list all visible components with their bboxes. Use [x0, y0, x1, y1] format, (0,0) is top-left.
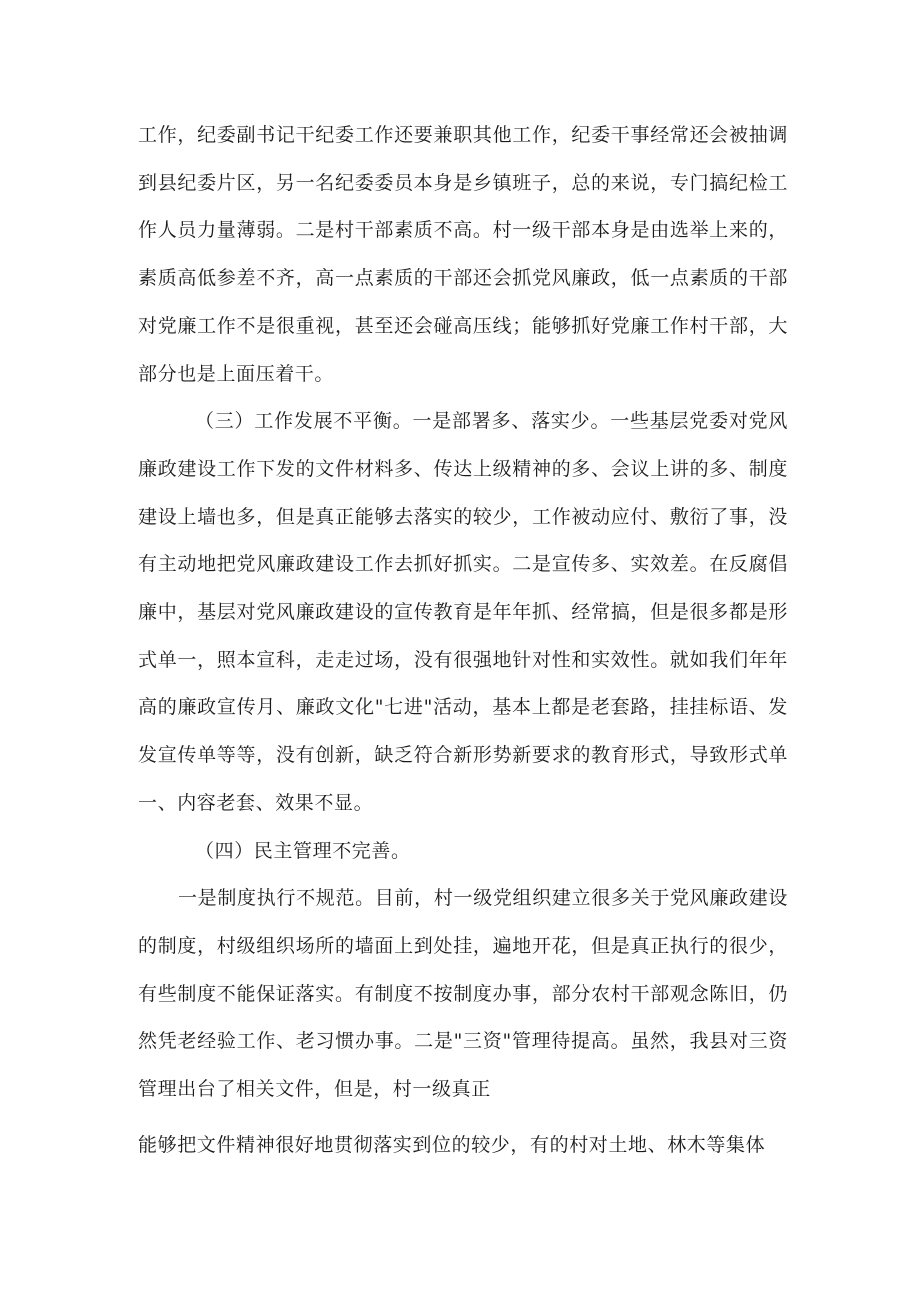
paragraph-2: （三）工作发展不平衡。一是部署多、落实少。一些基层党委对党风廉政建设工作下发的文件材料多、传达上级精神的多、会议上讲的多、制度建设上墙也多，但是真正能够去落实的较少，工作被动应付、敷衍了事，没有主动地把党风廉政建设工作去抓好抓实。二是宣传多、实效差。在反腐倡廉中，基层对党风廉政建设的宣传教育是年年抓、经常搞，但是很多都是形式单一，照本宣科，走走过场，没有很强地针对性和实效性。就如我们年年高的廉政宣传月、廉政文化"七进"活动，基本上都是老套路，挂挂标语、发发宣传单等等，没有创新，缺乏符合新形势新要求的教育形式，导致形式单一、内容老套、效果不显。 — [138, 410, 788, 814]
paragraph-4: 一是制度执行不规范。目前，村一级党组织建立很多关于党风廉政建设的制度，村级组织场所的墙面上到处挂，遍地开花，但是真正执行的很少，有些制度不能保证落实。有制度不按制度办事，部分农村干部观念陈旧，仍然凭老经验工作、老习惯办事。二是"三资"管理待提高。虽然，我县对三资管理出台了相关文件，但是，村一级真正 — [138, 887, 788, 1101]
paragraph-1: 工作，纪委副书记干纪委工作还要兼职其他工作，纪委干事经常还会被抽调到县纪委片区，另一名纪委委员本身是乡镇班子，总的来说，专门搞纪检工作人员力量薄弱。二是村干部素质不高。村一级干部本身是由选举上来的，素质高低参差不齐，高一点素质的干部还会抓党风廉政，低一点素质的干部对党廉工作不是很重视，甚至还会碰高压线；能够抓好党廉工作村干部，大部分也是上面压着干。 — [138, 124, 788, 385]
paragraph-5: 能够把文件精神很好地贯彻落实到位的较少，有的村对土地、林木等集体 — [138, 1133, 766, 1156]
paragraph-3-heading: （四）民主管理不完善。 — [195, 839, 411, 862]
paragraph-gap — [138, 1114, 788, 1122]
document-body — [138, 112, 788, 1169]
